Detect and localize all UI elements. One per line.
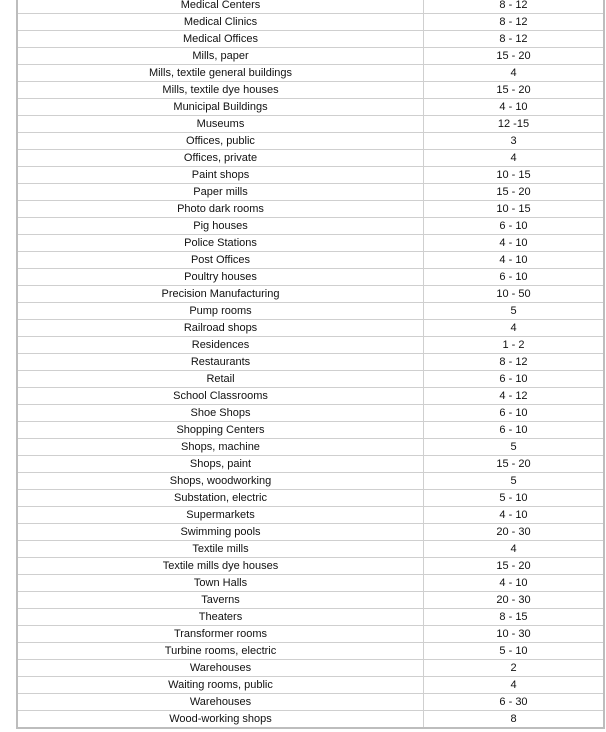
table-row xyxy=(17,184,604,201)
table-row xyxy=(17,320,604,337)
table-row xyxy=(17,99,604,116)
table-row xyxy=(17,388,604,405)
table-row xyxy=(17,626,604,643)
space-type-cell: Waiting rooms, public xyxy=(17,677,424,694)
air-changes-cell: 20 - 30 xyxy=(424,592,605,609)
air-changes-cell: 4 xyxy=(424,541,605,558)
table-row xyxy=(17,490,604,507)
table-row xyxy=(17,677,604,694)
space-type-cell: Shops, machine xyxy=(17,439,424,456)
air-changes-cell: 4 - 10 xyxy=(424,507,605,524)
air-changes-cell: 10 - 15 xyxy=(424,167,605,184)
space-type-cell: Textile mills dye houses xyxy=(17,558,424,575)
air-changes-cell: 10 - 30 xyxy=(424,626,605,643)
table-row xyxy=(17,609,604,626)
space-type-cell: Town Halls xyxy=(17,575,424,592)
air-changes-cell: 3 xyxy=(424,133,605,150)
table-row xyxy=(17,48,604,65)
space-type-cell: Restaurants xyxy=(17,354,424,371)
air-changes-cell: 15 - 20 xyxy=(424,456,605,473)
air-changes-cell: 5 - 10 xyxy=(424,643,605,660)
air-changes-cell: 4 - 12 xyxy=(424,388,605,405)
space-type-cell: Shops, woodworking xyxy=(17,473,424,490)
space-type-cell: Offices, public xyxy=(17,133,424,150)
space-type-cell: Police Stations xyxy=(17,235,424,252)
air-changes-cell: 8 - 15 xyxy=(424,609,605,626)
space-type-cell: Transformer rooms xyxy=(17,626,424,643)
air-changes-cell: 4 - 10 xyxy=(424,235,605,252)
table-row xyxy=(17,269,604,286)
table-row xyxy=(17,660,604,677)
table-row xyxy=(17,167,604,184)
air-changes-cell: 20 - 30 xyxy=(424,524,605,541)
table-row xyxy=(17,337,604,354)
space-type-cell: Supermarkets xyxy=(17,507,424,524)
space-type-cell: Precision Manufacturing xyxy=(17,286,424,303)
table-row xyxy=(17,201,604,218)
air-changes-cell: 8 - 12 xyxy=(424,354,605,371)
space-type-cell: Post Offices xyxy=(17,252,424,269)
space-type-cell: Railroad shops xyxy=(17,320,424,337)
air-changes-cell: 8 - 12 xyxy=(424,0,605,14)
table-row xyxy=(17,643,604,660)
space-type-cell: Shops, paint xyxy=(17,456,424,473)
space-type-cell: Substation, electric xyxy=(17,490,424,507)
air-changes-cell: 4 - 10 xyxy=(424,252,605,269)
table-row xyxy=(17,354,604,371)
table-row xyxy=(17,31,604,48)
space-type-cell: Paper mills xyxy=(17,184,424,201)
table-row xyxy=(17,507,604,524)
space-type-cell: Wood-working shops xyxy=(17,711,424,729)
space-type-cell: Textile mills xyxy=(17,541,424,558)
space-type-cell: Medical Centers xyxy=(17,0,424,14)
space-type-cell: Paint shops xyxy=(17,167,424,184)
air-changes-cell: 6 - 10 xyxy=(424,371,605,388)
air-changes-cell: 6 - 10 xyxy=(424,269,605,286)
air-changes-cell: 15 - 20 xyxy=(424,184,605,201)
table-row xyxy=(17,303,604,320)
air-changes-cell: 4 xyxy=(424,150,605,167)
table-row xyxy=(17,711,604,729)
table-row xyxy=(17,575,604,592)
table-row xyxy=(17,541,604,558)
table-row xyxy=(17,82,604,99)
air-changes-cell: 6 - 10 xyxy=(424,422,605,439)
table-row xyxy=(17,133,604,150)
air-changes-cell: 2 xyxy=(424,660,605,677)
table-row xyxy=(17,405,604,422)
space-type-cell: Swimming pools xyxy=(17,524,424,541)
table-row xyxy=(17,456,604,473)
table-row xyxy=(17,422,604,439)
space-type-cell: Turbine rooms, electric xyxy=(17,643,424,660)
table-row xyxy=(17,371,604,388)
air-changes-cell: 6 - 10 xyxy=(424,218,605,235)
table-row xyxy=(17,524,604,541)
space-type-cell: Warehouses xyxy=(17,694,424,711)
space-type-cell: Mills, textile dye houses xyxy=(17,82,424,99)
space-type-cell: Medical Offices xyxy=(17,31,424,48)
air-changes-cell: 4 xyxy=(424,677,605,694)
space-type-cell: Mills, textile general buildings xyxy=(17,65,424,82)
table-row xyxy=(17,558,604,575)
air-changes-cell: 4 - 10 xyxy=(424,575,605,592)
space-type-cell: Retail xyxy=(17,371,424,388)
table-row xyxy=(17,235,604,252)
space-type-cell: Poultry houses xyxy=(17,269,424,286)
space-type-cell: Shoe Shops xyxy=(17,405,424,422)
table-row xyxy=(17,0,604,14)
air-changes-cell: 5 xyxy=(424,473,605,490)
table-row xyxy=(17,592,604,609)
air-changes-cell: 5 xyxy=(424,439,605,456)
air-changes-cell: 10 - 50 xyxy=(424,286,605,303)
air-changes-cell: 5 - 10 xyxy=(424,490,605,507)
air-changes-cell: 4 xyxy=(424,65,605,82)
space-type-cell: Medical Clinics xyxy=(17,14,424,31)
air-changes-cell: 4 xyxy=(424,320,605,337)
space-type-cell: Photo dark rooms xyxy=(17,201,424,218)
space-type-cell: Pig houses xyxy=(17,218,424,235)
space-type-cell: School Classrooms xyxy=(17,388,424,405)
air-changes-cell: 8 - 12 xyxy=(424,31,605,48)
space-type-cell: Offices, private xyxy=(17,150,424,167)
space-type-cell: Shopping Centers xyxy=(17,422,424,439)
table-row xyxy=(17,116,604,133)
air-changes-cell: 4 - 10 xyxy=(424,99,605,116)
air-changes-cell: 12 -15 xyxy=(424,116,605,133)
table-row xyxy=(17,218,604,235)
air-changes-cell: 10 - 15 xyxy=(424,201,605,218)
table-row xyxy=(17,473,604,490)
space-type-cell: Mills, paper xyxy=(17,48,424,65)
space-type-cell: Warehouses xyxy=(17,660,424,677)
space-type-cell: Theaters xyxy=(17,609,424,626)
table-row xyxy=(17,65,604,82)
air-changes-cell: 15 - 20 xyxy=(424,82,605,99)
air-changes-cell: 6 - 10 xyxy=(424,405,605,422)
air-changes-cell: 6 - 30 xyxy=(424,694,605,711)
space-type-cell: Pump rooms xyxy=(17,303,424,320)
table-row xyxy=(17,14,604,31)
table-body xyxy=(17,0,604,728)
air-changes-cell: 1 - 2 xyxy=(424,337,605,354)
air-changes-cell: 8 - 12 xyxy=(424,14,605,31)
air-changes-cell: 8 xyxy=(424,711,605,729)
table-row xyxy=(17,694,604,711)
space-type-cell: Museums xyxy=(17,116,424,133)
air-changes-cell: 15 - 20 xyxy=(424,558,605,575)
table-row xyxy=(17,286,604,303)
table-row xyxy=(17,439,604,456)
space-type-cell: Taverns xyxy=(17,592,424,609)
air-changes-cell: 5 xyxy=(424,303,605,320)
air-changes-table xyxy=(16,0,605,729)
space-type-cell: Residences xyxy=(17,337,424,354)
table-row xyxy=(17,150,604,167)
air-changes-cell: 15 - 20 xyxy=(424,48,605,65)
space-type-cell: Municipal Buildings xyxy=(17,99,424,116)
table-row xyxy=(17,252,604,269)
